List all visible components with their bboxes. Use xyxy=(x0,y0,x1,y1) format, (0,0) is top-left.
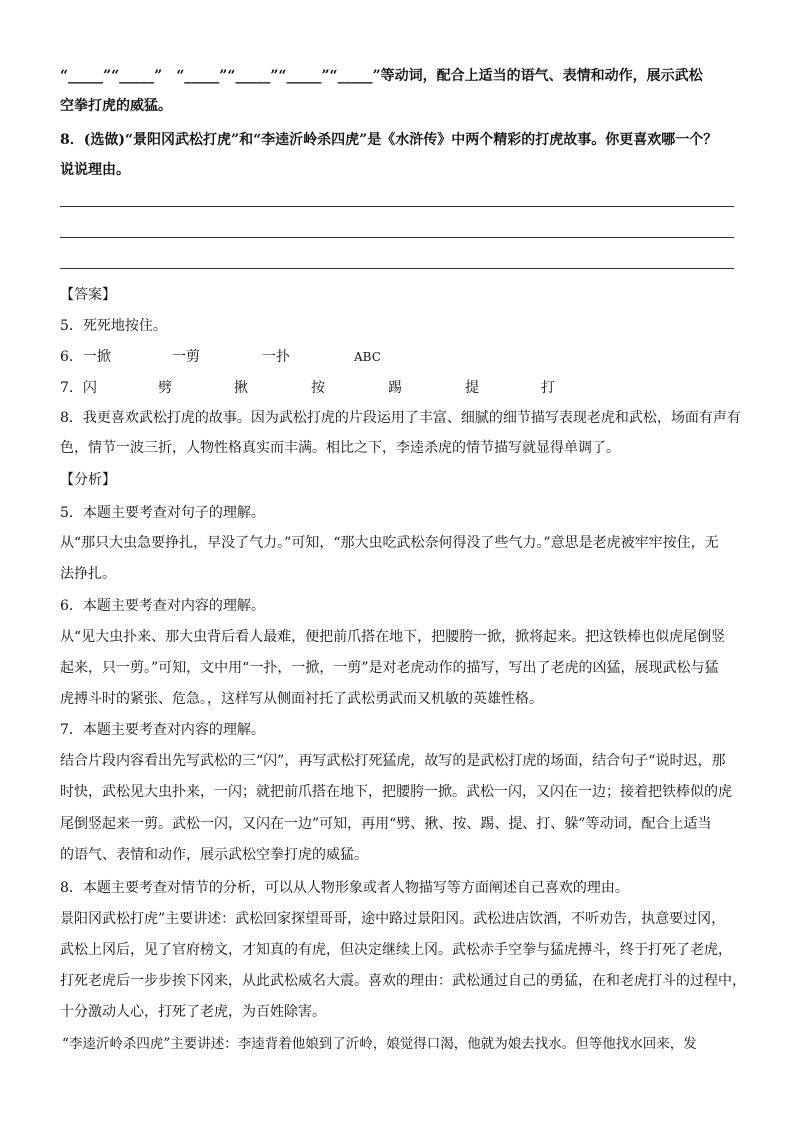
answer-8-end: 色，情节一波三折，人物性格真实而丰满。相比之下，李逵杀虎的情节描写就显得单调了。 xyxy=(60,440,620,456)
analysis-line: 6．本题主要考查对内容的理解。 xyxy=(60,598,265,614)
answer-6-option: 一剪 xyxy=(172,349,200,365)
analysis-line: 8．本题主要考查对情节的分析，可以从人物形象或者人物描写等方面阐述自己喜欢的理由。 xyxy=(60,880,629,896)
answer-7-option: 打 xyxy=(541,380,555,396)
answer-heading: 【答案】 xyxy=(60,287,116,303)
answer-7-option: 踢 xyxy=(388,380,402,396)
analysis-line: 尾倒竖起来一剪。武松一闪，又闪在一边”可知，再用“劈、揪、按、踢、提、打、躲”等动词，配合上适当 xyxy=(60,816,712,832)
analysis-line: 从“见大虫扑来、那大虫背后看人最难，便把前爪搭在地下，把腰胯一掀，掀将起来。把这铁棒也似虎尾倒竖 xyxy=(60,629,726,645)
answer-7-option: 劈 xyxy=(158,380,172,396)
analysis-line: 时快，武松见大虫扑来，一闪；就把前爪搭在地下，把腰胯一掀。武松一闪，又闪在一边；接着把铁棒似的虎 xyxy=(60,784,732,800)
analysis-heading: 【分析】 xyxy=(60,472,116,488)
analysis-line: 景阳冈武松打虎”主要讲述：武松回家探望哥哥，途中路过景阳冈。武松进店饮酒，不听劝告，执意要过冈， xyxy=(60,911,726,927)
answer-7-option: 按 xyxy=(311,380,325,396)
analysis-line: 5．本题主要考查对句子的理解。 xyxy=(60,505,265,521)
analysis-line: 7．本题主要考查对内容的理解。 xyxy=(60,722,265,738)
answer-blank-line xyxy=(60,268,734,269)
analysis-line: 武松上冈后，见了官府榜文，才知真的有虎，但决定继续上冈。武松赤手空拳与猛虎搏斗，终于打死了老虎， xyxy=(60,942,732,958)
answer-blank-line xyxy=(60,206,734,207)
analysis-line: “李逵沂岭杀四虎”主要讲述：李逵背着他娘到了沂岭，娘觉得口渴，他就为娘去找水。但等他找水回来，发 xyxy=(62,1036,697,1052)
answer-blank-line xyxy=(60,237,734,238)
answer-6-option: ABC xyxy=(354,350,381,364)
answer-8: 8．我更喜欢武松打虎的故事。因为武松打虎的片段运用了丰富、细腻的细节描写表现老虎和武松，场面有声有 xyxy=(60,410,741,426)
answer-7-option: 揪 xyxy=(234,380,248,396)
analysis-line: 虎搏斗时的紧张、危急。，这样写从侧面衬托了武松勇武而又机敏的英雄性格。 xyxy=(60,691,543,707)
answer-5: 5．死死地按住。 xyxy=(60,318,167,334)
question-7-continuation: “_____”“_____” “_____”“_____”“_____”“_____”等动词，配合上适当的语气、表情和动作，展示武松 xyxy=(60,68,703,84)
analysis-line: 结合片段内容看出先写武松的三“闪”，再写武松打死猛虎，故写的是武松打虎的场面，结合句子“说时迟，那 xyxy=(60,753,726,769)
answer-6-option: 一扑 xyxy=(262,349,290,365)
analysis-line: 的语气、表情和动作，展示武松空拳打虎的威猛。 xyxy=(60,847,368,863)
analysis-line: 起来，只一剪。”可知，文中用“一扑，一掀，一剪”是对老虎动作的描写，写出了老虎的凶猛，展现武松与猛 xyxy=(60,660,719,676)
analysis-line: 法挣扎。 xyxy=(60,566,116,582)
answer-7-option: 提 xyxy=(465,380,479,396)
question-7-end: 空拳打虎的威猛。 xyxy=(60,98,172,114)
question-8-end: 说说理由。 xyxy=(60,162,130,178)
analysis-line: 从“那只大虫急要挣扎，早没了气力。”可知，“那大虫吃武松奈何得没了些气力。”意思是老虎被牢牢按住，无 xyxy=(60,535,719,551)
analysis-line: 十分激动人心，打死了老虎，为百姓除害。 xyxy=(60,1004,326,1020)
question-8: 8．(选做)“景阳冈武松打虎”和“李逵沂岭杀四虎”是《水浒传》中两个精彩的打虎故事。你更喜欢哪一个？ xyxy=(60,132,718,148)
answer-6-label: 6．一掀 xyxy=(60,349,111,365)
analysis-line: 打死老虎后一步步挨下冈来，从此武松威名大震。喜欢的理由：武松通过自己的勇猛，在和老虎打斗的过程中， xyxy=(60,973,746,989)
answer-7-label: 7．闪 xyxy=(60,380,97,396)
